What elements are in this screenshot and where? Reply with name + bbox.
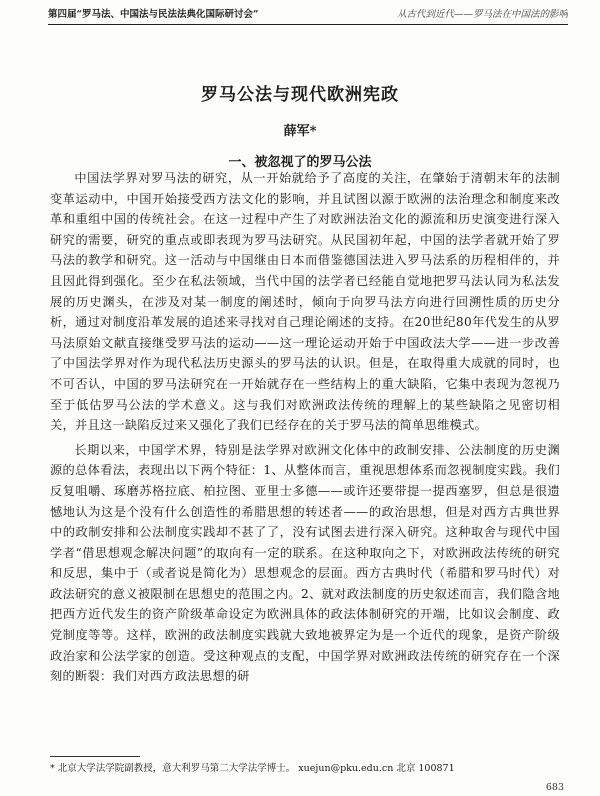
article-author: 薛军* <box>283 124 317 139</box>
page-number: 683 <box>545 782 564 793</box>
header-conference-title: 第四届“罗马法、中国法与民法法典化国际研讨会” <box>48 9 259 20</box>
article-body <box>50 168 560 687</box>
footnote-divider <box>50 756 140 757</box>
header-divider <box>48 24 568 25</box>
article-title: 罗马公法与现代欧洲宪政 <box>201 85 399 105</box>
author-footnote: * 北京大学法学院副教授，意大利罗马第二大学法学博士。 xuejun@pku.edu.cn 北京 100871 <box>50 763 455 774</box>
body-paragraph-1: 中国法学界对罗马法的研究，从一开始就给予了高度的关注，在肇始于清朝末年的法制变革运动中，中国开始接受西方法文化的影响，并且试图以源于欧洲的法治理念和制度来改革和重组中国的传统社会。在这一过程中产生了对欧洲法治文化的源流和历史演变进行深入研究的需要，研究的重点或即表现为罗马法研究。从民国初年起，中国的法学者就开始了罗马法的教学和研究。这一活动与中国继由日本而借鉴德国法进入罗马法系的历程相伴的，并且因此得到强化。至少在私法领域，当代中国的法学者已经能自觉地把罗马法认同为私法发展的历史渊头，在涉及对某一制度的阐述时，倾向于向罗马法方向进行回溯性质的历史分析，通过对制度沿革发展的追述来寻找对自己理论阐述的支持。在20世纪80年代发生的从罗马法原始文献直接继受罗马法的运动——这一理论运动开始于中国政法大学——进一步改善了中国法学界对作为现代私法历史源头的罗马法的认识。但是，在取得重大成就的同时，也不可否认，中国的罗马法研究在一开始就存在一些结构上的重大缺陷，它集中表现为忽视乃至于低估罗马公法的学术意义。这与我们对欧洲政法传统的理解上的某些缺陷之见密切相关，并且这一缺陷反过来又强化了我们已经存在的关于罗马法的简单思维模式。 <box>50 171 560 433</box>
running-header <box>48 6 568 24</box>
section-heading: 一、被忽视了的罗马公法 <box>228 155 372 170</box>
header-volume-title: 从古代到近代——罗马法在中国法的影响 <box>396 9 568 20</box>
body-paragraph-2: 长期以来，中国学术界，特别是法学界对欧洲文化体中的政制安排、公法制度的历史渊源的总体看法，表现出以下两个特征：1、从整体而言，重视思想体系而忽视制度实践。我们反复咀嚼、琢磨苏格拉底、柏拉图、亚里士多德——或许还要带提一提西塞罗，但总是很遗憾地认为这是个没有什么创造性的希腊思想的转述者——的政治思想，但是对西方古典世界中的政制安排和公法制度实践却不甚了了，没有试图去进行深入研究。这种取舍与现代中国学者“借思想观念解决问题”的取向有一定的联系。在这种取向之下，对欧洲政法传统的研究和反思，集中于（或者说是简化为）思想观念的层面。西方古典时代（希腊和罗马时代）对政法研究的意义被限制在思想史的范围之内。2、就对政法制度的历史叙述而言，我们隐含地把西方近代发生的资产阶级革命设定为欧洲具体的政法体制研究的开端，比如议会制度、政党制度等等。这样，欧洲的政法制度实践就大致地被界定为是一个近代的现象，是资产阶级政治家和公法学家的创造。受这种观点的支配，中国学界对欧洲政法传统的研究存在一个深刻的断裂：我们对西方政法思想的研 <box>50 442 560 684</box>
